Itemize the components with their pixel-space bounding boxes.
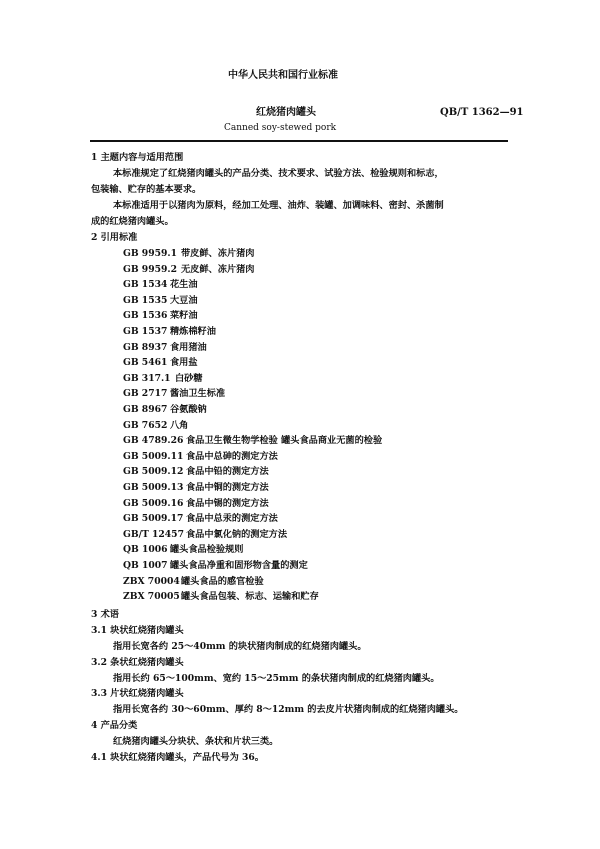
reference-code: GB/T 12457 <box>123 529 184 540</box>
national-standard-label: 中华人民共和国行业标准 <box>228 70 338 81</box>
reference-title: 花生油 <box>170 279 198 290</box>
document-title: 红烧猪肉罐头 <box>256 107 316 118</box>
reference-title: 罐头食品检验规则 <box>170 544 244 555</box>
reference-code: GB 2717 <box>123 388 168 399</box>
reference-title: 谷氨酸钠 <box>170 404 207 415</box>
standard-code: QB/T 1362—91 <box>440 107 524 118</box>
reference-title: 食品中锡的测定方法 <box>186 498 269 509</box>
reference-title: 食品中氯化钠的测定方法 <box>186 529 288 540</box>
reference-title: 食用盐 <box>170 357 198 368</box>
section-4-heading: 4 产品分类 <box>91 720 138 731</box>
reference-code: QB 1007 <box>123 560 168 571</box>
reference-code: GB 1536 <box>123 310 168 321</box>
section-1-heading: 1 主题内容与适用范围 <box>91 152 184 163</box>
section-1-paragraph-1-cont: 包装输、贮存的基本要求。 <box>91 184 202 195</box>
section-1-paragraph-2-cont: 成的红烧猪肉罐头。 <box>91 216 174 227</box>
reference-title: 食品卫生微生物学检验 罐头食品商业无菌的检验 <box>186 435 383 446</box>
reference-code: GB 5009.12 <box>123 466 184 477</box>
reference-code: GB 1535 <box>123 295 168 306</box>
reference-title: 食品中总汞的测定方法 <box>186 513 278 524</box>
reference-title: 无皮鲜、冻片猪肉 <box>181 264 255 275</box>
reference-title: 八角 <box>170 420 189 431</box>
document-title-english: Canned soy-stewed pork <box>224 123 337 133</box>
reference-title: 罐头食品净重和固形物含量的测定 <box>170 560 308 571</box>
section-3-3-text: 指用长宽各约 30～60mm、厚约 8～12mm 的去皮片状猪肉制成的红烧猪肉罐头。 <box>113 704 464 715</box>
reference-title: 菜籽油 <box>170 310 198 321</box>
section-3-1-heading: 3.1 块状红烧猪肉罐头 <box>91 625 184 636</box>
reference-title: 食品中铅的测定方法 <box>186 466 269 477</box>
reference-code: GB 9959.1 <box>123 248 177 259</box>
reference-title: 食品中铜的测定方法 <box>186 482 269 493</box>
reference-code: GB 5009.17 <box>123 513 184 524</box>
section-4-1-text: 4.1 块状红烧猪肉罐头，产品代号为 36。 <box>91 752 264 763</box>
section-1-paragraph-1: 本标准规定了红烧猪肉罐头的产品分类、技术要求、试验方法、检验规则和标志， <box>113 168 444 179</box>
reference-code: GB 1537 <box>123 326 168 337</box>
reference-code: GB 5461 <box>123 357 168 368</box>
reference-code: ZBX 70005 <box>123 591 180 602</box>
reference-code: GB 8937 <box>123 342 168 353</box>
reference-title: 食品中总砷的测定方法 <box>186 451 278 462</box>
reference-code: GB 1534 <box>123 279 168 290</box>
reference-title: 罐头食品的感官检验 <box>181 576 264 587</box>
reference-code: GB 5009.13 <box>123 482 184 493</box>
reference-title: 白砂糖 <box>175 373 203 384</box>
reference-title: 带皮鲜、冻片猪肉 <box>181 248 255 259</box>
reference-code: GB 5009.11 <box>123 451 184 462</box>
reference-code: GB 5009.16 <box>123 498 184 509</box>
reference-title: 精炼棉籽油 <box>170 326 216 337</box>
section-4-text: 红烧猪肉罐头分块状、条状和片状三类。 <box>113 736 279 747</box>
reference-title: 罐头食品包装、标志、运输和贮存 <box>181 591 319 602</box>
reference-code: QB 1006 <box>123 544 168 555</box>
reference-title: 食用猪油 <box>170 342 207 353</box>
reference-code: GB 8967 <box>123 404 168 415</box>
reference-title: 酱油卫生标准 <box>170 388 226 399</box>
header-rule <box>90 140 508 142</box>
reference-code: GB 317.1 <box>123 373 171 384</box>
section-3-3-heading: 3.3 片状红烧猪肉罐头 <box>91 688 184 699</box>
section-1-paragraph-2: 本标准适用于以猪肉为原料，经加工处理、油炸、装罐、加调味料、密封、杀菌制 <box>113 200 444 211</box>
section-3-heading: 3 术语 <box>91 609 119 620</box>
reference-title: 大豆油 <box>170 295 198 306</box>
section-3-2-text: 指用长约 65～100mm、宽约 15～25mm 的条状猪肉制成的红烧猪肉罐头。 <box>113 673 440 684</box>
reference-code: GB 7652 <box>123 420 168 431</box>
reference-code: GB 4789.26 <box>123 435 184 446</box>
reference-code: ZBX 70004 <box>123 576 180 587</box>
section-2-heading: 2 引用标准 <box>91 232 138 243</box>
reference-code: GB 9959.2 <box>123 264 177 275</box>
section-3-1-text: 指用长宽各约 25～40mm 的块状猪肉制成的红烧猪肉罐头。 <box>113 641 367 652</box>
section-3-2-heading: 3.2 条状红烧猪肉罐头 <box>91 657 184 668</box>
